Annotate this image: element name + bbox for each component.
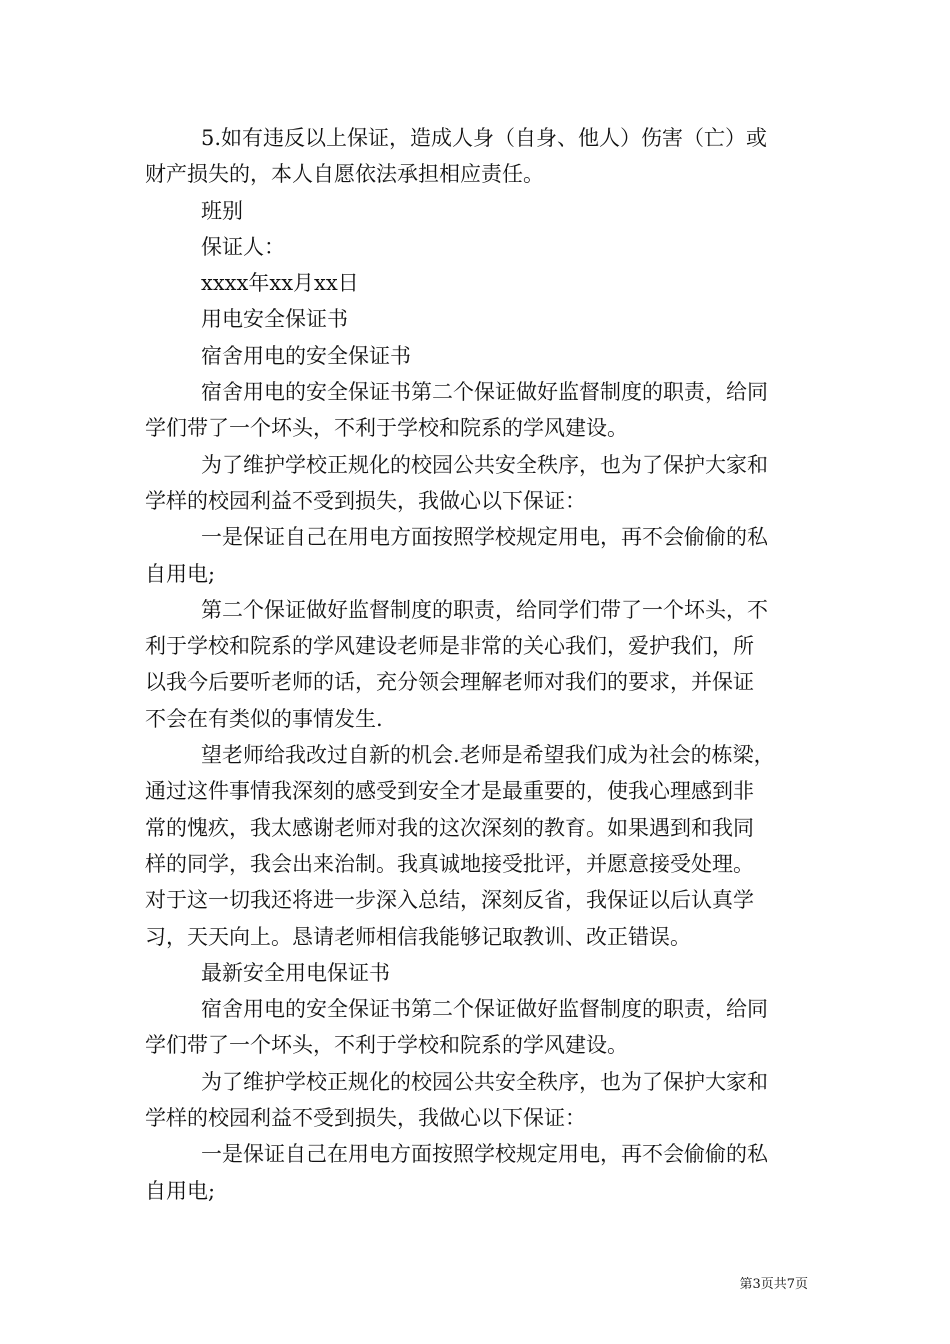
date-line: xxxx年xx月xx日 <box>201 271 359 296</box>
section-title: 用电安全保证书 <box>201 307 348 332</box>
text-line: 通过这件事情我深刻的感受到安全才是最重要的，使我心理感到非 <box>145 779 754 804</box>
text-line: 学们带了一个坏头，不利于学校和院系的学风建设。 <box>145 416 628 441</box>
section-subtitle: 宿舍用电的安全保证书 <box>201 343 411 368</box>
text-line: 学样的校园利益不受到损失，我做心以下保证： <box>145 1106 586 1131</box>
text-line: 不会在有类似的事情发生. <box>145 706 383 731</box>
text-line: 宿舍用电的安全保证书第二个保证做好监督制度的职责，给同 <box>201 380 768 405</box>
text-line: 宿舍用电的安全保证书第二个保证做好监督制度的职责，给同 <box>201 997 768 1022</box>
text-line: 一是保证自己在用电方面按照学校规定用电，再不会偷偷的私 <box>201 525 768 550</box>
text-line: 5.如有违反以上保证，造成人身（自身、他人）伤害（亡）或 <box>201 126 768 150</box>
document-body <box>145 120 810 1209</box>
text-line: 以我今后要听老师的话，充分领会理解老师对我们的要求，并保证 <box>145 670 754 695</box>
text-line: 习，天天向上。恳请老师相信我能够记取教训、改正错误。 <box>145 924 691 949</box>
text-line: 样的同学，我会出来治制。我真诚地接受批评，并愿意接受处理。 <box>145 851 754 876</box>
text-line: 自用电; <box>145 561 216 586</box>
text-line: 为了维护学校正规化的校园公共安全秩序，也为了保护大家和 <box>201 1069 768 1094</box>
page-number: 第3页共7页 <box>739 1277 808 1292</box>
text-line: 学样的校园利益不受到损失，我做心以下保证： <box>145 488 586 513</box>
text-line: 班别 <box>201 198 243 223</box>
text-line: 第二个保证做好监督制度的职责，给同学们带了一个坏头，不 <box>201 597 768 622</box>
text-line: 为了维护学校正规化的校园公共安全秩序，也为了保护大家和 <box>201 452 768 477</box>
text-line: 常的愧疚，我太感谢老师对我的这次深刻的教育。如果遇到和我同 <box>145 815 754 840</box>
text-line: 利于学校和院系的学风建设老师是非常的关心我们，爱护我们，所 <box>145 634 754 659</box>
section-title: 最新安全用电保证书 <box>201 960 390 985</box>
text-line: 对于这一切我还将进一步深入总结，深刻反省，我保证以后认真学 <box>145 888 754 913</box>
text-line: 望老师给我改过自新的机会.老师是希望我们成为社会的栋梁， <box>201 743 775 768</box>
text-line: 自用电; <box>145 1178 216 1203</box>
text-line: 一是保证自己在用电方面按照学校规定用电，再不会偷偷的私 <box>201 1142 768 1167</box>
text-line: 财产损失的，本人自愿依法承担相应责任。 <box>145 162 544 187</box>
text-line: 保证人： <box>201 234 285 259</box>
text-line: 学们带了一个坏头，不利于学校和院系的学风建设。 <box>145 1033 628 1058</box>
